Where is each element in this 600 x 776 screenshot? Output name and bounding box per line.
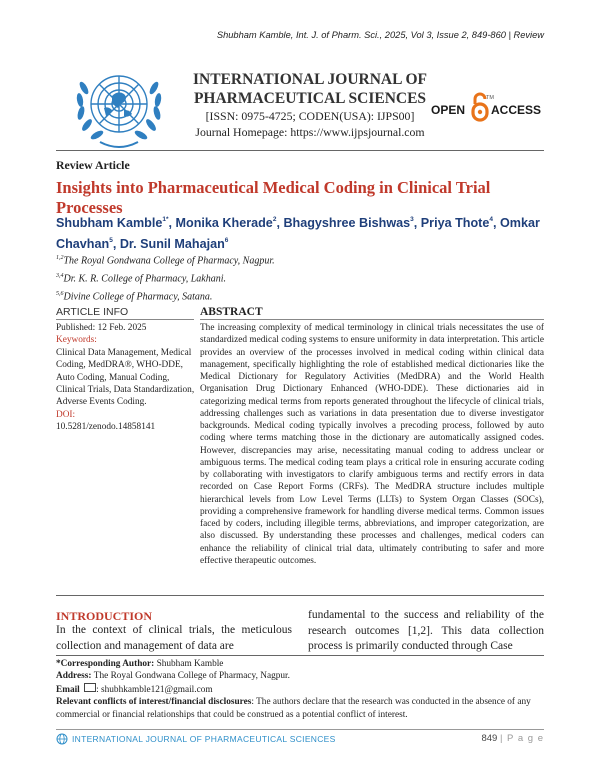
- affiliation-line: $^{5,6}$Divine College of Pharmacy, Satana.: [56, 290, 213, 302]
- open-access-right-text: ACCESS: [491, 103, 542, 117]
- author-name: Dr. Sunil Mahajan: [119, 237, 225, 251]
- journal-name-line1: INTERNATIONAL JOURNAL OF: [193, 71, 427, 88]
- journal-homepage[interactable]: Journal Homepage: https://www.ijpsjournal.com: [195, 125, 425, 139]
- introduction-col1: In the context of clinical trials, the meticulous collection and management of data are: [56, 624, 292, 652]
- page-number: 849: [481, 733, 498, 744]
- article-info-heading: ARTICLE INFO: [56, 306, 194, 320]
- author-sup: 2: [272, 216, 277, 223]
- author-sup: 6: [224, 237, 229, 244]
- author-sup: 4: [489, 216, 493, 223]
- open-access-tm: TM: [486, 95, 494, 101]
- header-divider: [56, 150, 544, 151]
- footer-journal-name: INTERNATIONAL JOURNAL OF PHARMACEUTICAL SCIENCES: [72, 734, 336, 744]
- journal-issn: [ISSN: 0975-4725; CODEN(USA): IJPS00]: [205, 109, 415, 123]
- affiliation-line: $^{1,2}$The Royal Gondwana College of Pharmacy, Nagpur.: [56, 255, 275, 267]
- open-lock-icon: [473, 94, 487, 120]
- correspondence-block: [56, 658, 544, 721]
- author-name: Monika Kherade: [175, 216, 273, 230]
- author-sup: 1*: [162, 216, 169, 223]
- author-name: Priya Thote: [420, 216, 490, 230]
- corr-conflict: : The authors declare that the research was conducted in the absence of any commercial or financial relationships that could be construed as a potential conflict of interest.: [56, 697, 531, 720]
- abstract-divider: [56, 595, 544, 596]
- author-sup: 5: [109, 237, 113, 244]
- footer-page: [440, 733, 544, 744]
- correspondence-divider: [56, 655, 544, 656]
- keywords: Clinical Data Management, Medical Coding, MedDRA®, WHO-DDE, Auto Coding, Manual Coding, Clinical Trials, Data Standardization, Adverse Events Coding.: [56, 347, 195, 408]
- affiliation-line: $^{3,4}$Dr. K. R. College of Pharmacy, Lakhani.: [56, 272, 226, 285]
- author-name: Shubham Kamble: [56, 216, 163, 230]
- mail-icon: [84, 683, 96, 692]
- open-access-left-text: OPEN: [431, 103, 466, 117]
- author-list: Shubham Kamble$^{1*}$, Monika Kherade$^2$, Bhagyshree Bishwas$^3$, Priya Thote$^4$, Omkar Chavhan$^5$, Dr. Sunil Mahajan$^6$: [56, 216, 540, 251]
- running-header: Shubham Kamble, Int. J. of Pharm. Sci., 2025, Vol 3, Issue 2, 849-860 | Review: [216, 30, 544, 40]
- footer-journal: [56, 733, 336, 745]
- open-access-logo: [431, 92, 545, 126]
- introduction-col2: fundamental to the success and reliability of the research outcomes [1,2]. This data collection process is primarily conducted through Case: [308, 609, 544, 653]
- keywords-label: Keywords:: [56, 335, 97, 346]
- corr-address: The Royal Gondwana College of Pharmacy, Nagpur.: [93, 671, 290, 682]
- corr-address-label: Address:: [56, 671, 94, 682]
- page-word: | P a g e: [499, 733, 544, 744]
- doi-label: DOI:: [56, 409, 76, 420]
- doi-link[interactable]: 10.5281/zenodo.14858141: [56, 422, 156, 433]
- journal-masthead: [186, 70, 434, 140]
- author-name: Omkar Chavhan: [56, 216, 540, 251]
- article-info: [56, 322, 196, 434]
- corr-conflict-label: Relevant conflicts of interest/financial disclosures: [56, 697, 252, 708]
- article-type: Review Article: [56, 158, 130, 172]
- footer-globe-icon: [56, 733, 68, 745]
- introduction-heading: INTRODUCTION: [56, 609, 153, 623]
- corr-author: Shubham Kamble: [156, 659, 224, 669]
- journal-logo-icon: [60, 58, 178, 162]
- corr-email[interactable]: : shubhkamble121@gmail.com: [96, 684, 213, 695]
- author-sup: 3: [410, 216, 414, 223]
- corr-author-label: *Corresponding Author:: [56, 659, 157, 669]
- abstract-text: The increasing complexity of medical terminology in clinical trials necessitates the use of standardized medical coding systems to ensure uniformity in data interpretation. This article provides an overview of the processes involved in medical coding within clinical data management, specifically highlighting the role of established medical dictionaries like the Medical Dictionary for Regulatory Activities (MedDRA) and the World Health Organisation Drug Dictionary Enhanced (WHO-DDE). These dictionaries aid in categorizing medical terms from reports generated throughout the lifecycle of clinical trials, addressing challenges such as variations in data presentation due to diverse investigator backgrounds. Medical coding typically involves a precoding process, followed by auto coding where terms matching those in the dictionary are automatically assigned codes. However, discrepancies may arise, necessitating manual coding to address unclear or ambiguous terms. The medical coding team plays a critical role in ensuring accurate coding by collaborating with investigators to clarify ambiguous terms and rectify errors in data recorded on Case Report Forms (CRFs). The MedDRA structure includes multiple hierarchical levels from Low Level Terms (LLTs) to System Organ Classes (SOCs), providing a comprehensive framework for handling diverse medical terms. Common issues faced by coders, including illegible terms, abbreviations, and improper categorization, are also discussed. By understanding these processes and challenges, medical coders can enhance the reliability of clinical trial data, ultimately contributing to safer and more effective therapeutic outcomes.: [200, 323, 544, 566]
- affiliations: [56, 251, 544, 304]
- paper-title: Insights into Pharmaceutical Medical Coding in Clinical Trial Processes: [56, 178, 491, 217]
- abstract-heading: ABSTRACT: [200, 306, 544, 320]
- corr-email-label: Email: [56, 684, 83, 695]
- journal-name-line2: PHARMACEUTICAL SCIENCES: [193, 90, 427, 107]
- published-date: Published: 12 Feb. 2025: [56, 323, 147, 333]
- author-name: Bhagyshree Bishwas: [283, 216, 411, 230]
